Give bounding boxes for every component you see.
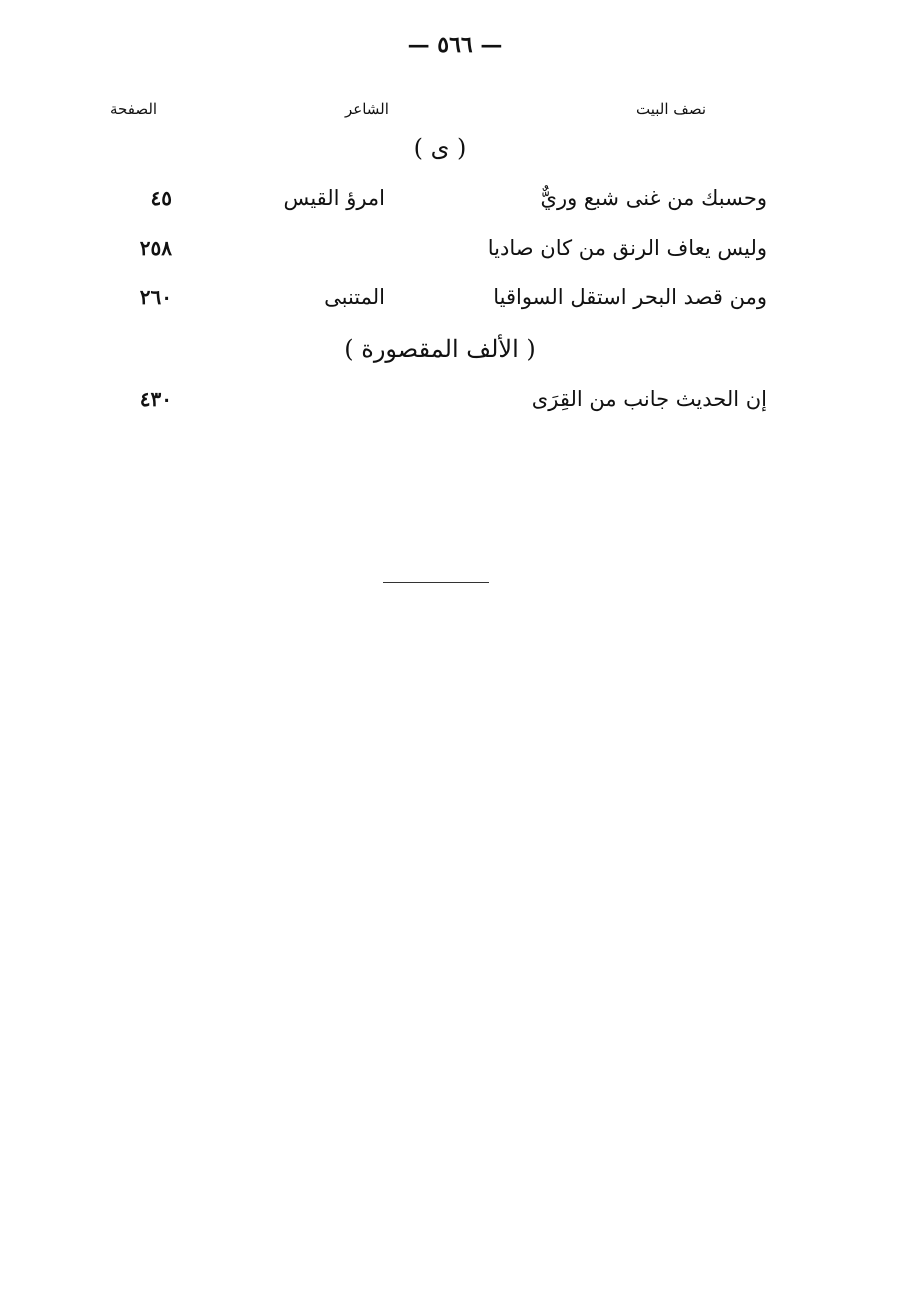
verse-cell: وحسبك من غنى شبع وريٌّ — [540, 186, 767, 210]
column-header-verse: نصف البيت — [636, 100, 706, 118]
verse-cell: إن الحديث جانب من القِرَى — [531, 387, 767, 411]
page-ref-cell: ٢٦٠ — [139, 285, 172, 309]
section-heading-alif-maqsura: ( الألف المقصورة ) — [344, 335, 536, 363]
end-divider — [383, 582, 489, 583]
column-header-page: الصفحة — [110, 100, 158, 118]
poet-cell: امرؤ القيس — [283, 186, 385, 210]
poet-cell: المتنبى — [324, 285, 385, 309]
column-header-poet: الشاعر — [345, 100, 389, 118]
page-number: — ٥٦٦ — — [407, 32, 503, 58]
page-ref-cell: ٤٣٠ — [139, 387, 172, 411]
verse-cell: وليس يعاف الرنق من كان صاديا — [487, 236, 767, 260]
page-ref-cell: ٢٥٨ — [139, 236, 172, 260]
page-ref-cell: ٤٥ — [150, 186, 172, 210]
section-heading-ya: ( ى ) — [413, 134, 467, 162]
verse-cell: ومن قصد البحر استقل السواقيا — [493, 285, 767, 309]
